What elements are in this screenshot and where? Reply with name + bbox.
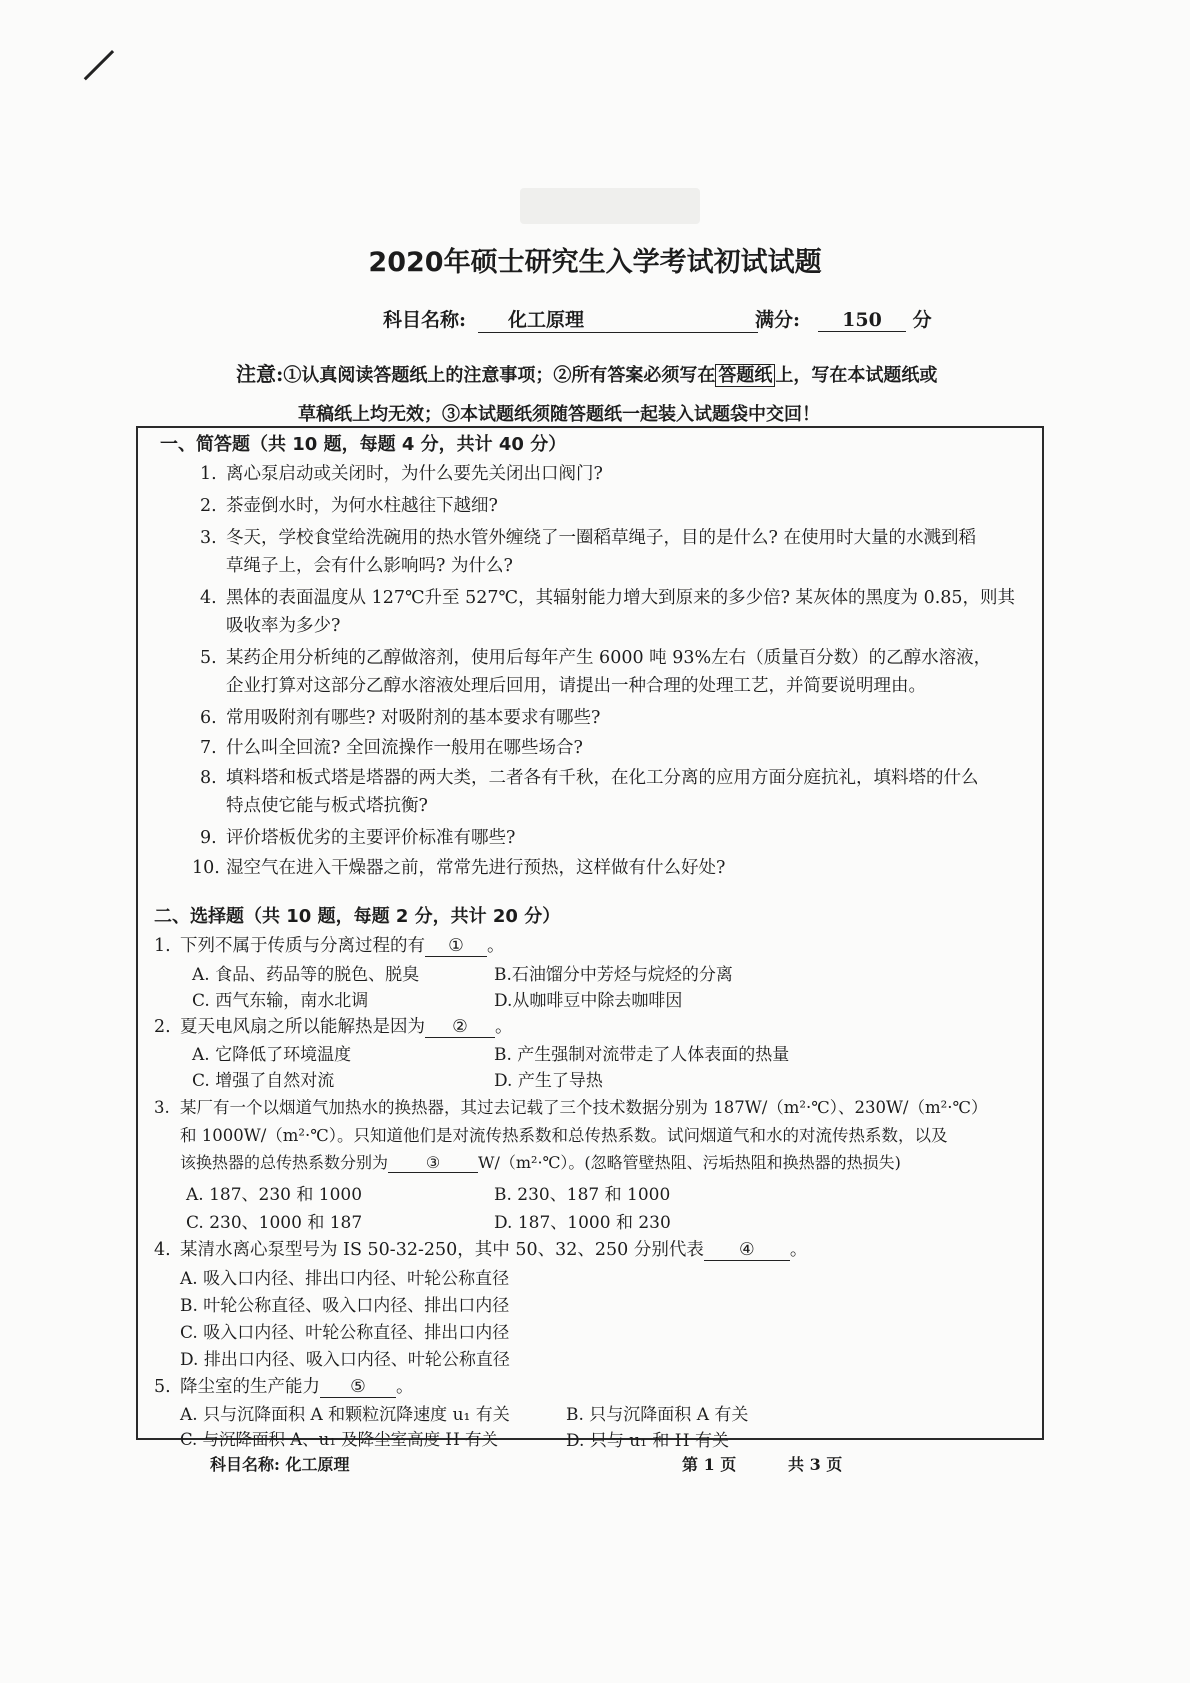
s1-question-3-cont: 草绳子上，会有什么影响吗? 为什么?	[226, 556, 513, 576]
s2-q5-option-d: D. 只与 u₁ 和 H 有关	[566, 1431, 730, 1451]
answer-blank-1: ①	[425, 936, 487, 957]
notice-line-1	[236, 358, 937, 387]
s1-question-4: 4. 黑体的表面温度从 127℃升至 527℃，其辐射能力增大到原来的多少倍? 某灰体的黑度为 0.85，则其	[200, 588, 1016, 608]
notice-part2: 上，写在本试题纸或	[775, 365, 938, 386]
score-field	[818, 305, 932, 332]
section1-heading: 一、简答题（共 10 题，每题 4 分，共计 40 分）	[160, 434, 567, 455]
s2-q5-option-c: C. 与沉降面积 A、u₁ 及降尘室高度 H 有关	[180, 1430, 499, 1449]
s1-question-7: 7. 什么叫全回流? 全回流操作一般用在哪些场合?	[200, 738, 583, 758]
notice-part1: ①认真阅读答题纸上的注意事项；②所有答案必须写在	[283, 365, 716, 386]
footer-page: 第 1 页	[682, 1455, 737, 1474]
exam-title: 2020年硕士研究生入学考试初试试题	[368, 247, 822, 278]
s2-question-2: 2. 夏天电风扇之所以能解热是因为 ② 。	[154, 1017, 513, 1037]
s2-q4-option-c: C. 吸入口内径、叶轮公称直径、排出口内径	[180, 1323, 510, 1343]
s2-q1-option-d: D.从咖啡豆中除去咖啡因	[494, 991, 683, 1011]
s2-question-1: 1. 下列不属于传质与分离过程的有 ① 。	[154, 936, 505, 956]
s2-q2-option-c: C. 增强了自然对流	[192, 1071, 335, 1091]
s2-question-4: 4. 某清水离心泵型号为 IS 50-32-250，其中 50、32、250 分别代表 ④ 。	[154, 1240, 808, 1260]
s1-question-4-cont: 吸收率为多少?	[226, 616, 341, 636]
s2-question-3-line3: 该换热器的总传热系数分别为 ③ W/（m²·℃）。(忽略管壁热阻、污垢热阻和换热器的热损失)	[180, 1153, 901, 1172]
s1-question-2: 2. 茶壶倒水时，为何水柱越往下越细?	[200, 496, 498, 516]
s2-q3-option-b: B. 230、187 和 1000	[494, 1185, 671, 1205]
notice-label: 注意:	[236, 362, 284, 386]
answer-blank-4: ④	[704, 1240, 790, 1261]
answer-blank-2: ②	[425, 1017, 495, 1038]
score-value: 150	[818, 309, 906, 332]
scan-smudge	[520, 188, 700, 224]
s2-q3-option-c: C. 230、1000 和 187	[186, 1213, 363, 1233]
s2-q5-option-b: B. 只与沉降面积 A 有关	[566, 1405, 749, 1425]
s2-q1-option-a: A. 食品、药品等的脱色、脱臭	[192, 965, 420, 985]
s2-q3-option-a: A. 187、230 和 1000	[186, 1185, 363, 1205]
s2-question-3: 3. 某厂有一个以烟道气加热水的换热器，其过去记载了三个技术数据分别为 187W/（m²·℃）、230W/（m²·℃）	[154, 1098, 988, 1117]
s1-question-3: 3. 冬天，学校食堂给洗碗用的热水管外缠绕了一圈稻草绳子，目的是什么? 在使用时大量的水溅到稻	[200, 528, 976, 548]
s2-q2-option-b: B. 产生强制对流带走了人体表面的热量	[494, 1045, 790, 1065]
subject-label: 科目名称:	[383, 309, 467, 331]
score-label: 满分:	[755, 309, 801, 331]
subject-value-field	[478, 305, 758, 333]
s1-question-1: 1. 离心泵启动或关闭时，为什么要先关闭出口阀门?	[200, 464, 603, 484]
subject-value: 化工原理	[478, 305, 758, 333]
s2-q5-option-a: A. 只与沉降面积 A 和颗粒沉降速度 u₁ 有关	[180, 1405, 510, 1425]
score-unit: 分	[912, 309, 932, 331]
notice-line-2: 草稿纸上均无效；③本试题纸须随答题纸一起装入试题袋中交回！	[298, 404, 820, 425]
s1-question-8-cont: 特点使它能与板式塔抗衡?	[226, 796, 428, 816]
s1-question-6: 6. 常用吸附剂有哪些? 对吸附剂的基本要求有哪些?	[200, 708, 601, 728]
s2-q1-option-b: B.石油馏分中芳烃与烷烃的分离	[494, 965, 733, 985]
s2-q4-option-d: D. 排出口内径、吸入口内径、叶轮公称直径	[180, 1350, 510, 1370]
s2-q1-option-c: C. 西气东输，南水北调	[192, 991, 369, 1011]
s2-q4-option-b: B. 叶轮公称直径、吸入口内径、排出口内径	[180, 1296, 510, 1316]
notice-boxed: 答题纸	[715, 364, 775, 387]
section2-heading: 二、选择题（共 10 题，每题 2 分，共计 20 分）	[154, 906, 561, 927]
pen-mark	[84, 50, 114, 80]
s2-question-3-line2: 和 1000W/（m²·℃）。只知道他们是对流传热系数和总传热系数。试问烟道气和水的对流传热系数，以及	[180, 1126, 948, 1145]
s2-question-5: 5. 降尘室的生产能力 ⑤ 。	[154, 1377, 414, 1397]
s2-q3-option-d: D. 187、1000 和 230	[494, 1213, 671, 1233]
s1-question-8: 8. 填料塔和板式塔是塔器的两大类，二者各有千秋，在化工分离的应用方面分庭抗礼，填料塔的什么	[200, 768, 979, 788]
footer-total: 共 3 页	[788, 1455, 843, 1474]
s2-q2-option-d: D. 产生了导热	[494, 1071, 603, 1091]
answer-blank-3: ③	[388, 1153, 478, 1173]
s1-question-5: 5. 某药企用分析纯的乙醇做溶剂，使用后每年产生 6000 吨 93%左右（质量百分数）的乙醇水溶液，	[200, 648, 992, 668]
s2-q2-option-a: A. 它降低了环境温度	[192, 1045, 352, 1065]
footer-subject: 科目名称: 化工原理	[210, 1455, 350, 1474]
s2-q4-option-a: A. 吸入口内径、排出口内径、叶轮公称直径	[180, 1269, 510, 1289]
s1-question-10: 10. 湿空气在进入干燥器之前，常常先进行预热，这样做有什么好处?	[192, 858, 726, 878]
s1-question-5-cont: 企业打算对这部分乙醇水溶液处理后回用，请提出一种合理的处理工艺，并简要说明理由。	[226, 676, 926, 696]
s1-question-9: 9. 评价塔板优劣的主要评价标准有哪些?	[200, 828, 516, 848]
answer-blank-5: ⑤	[320, 1377, 396, 1398]
